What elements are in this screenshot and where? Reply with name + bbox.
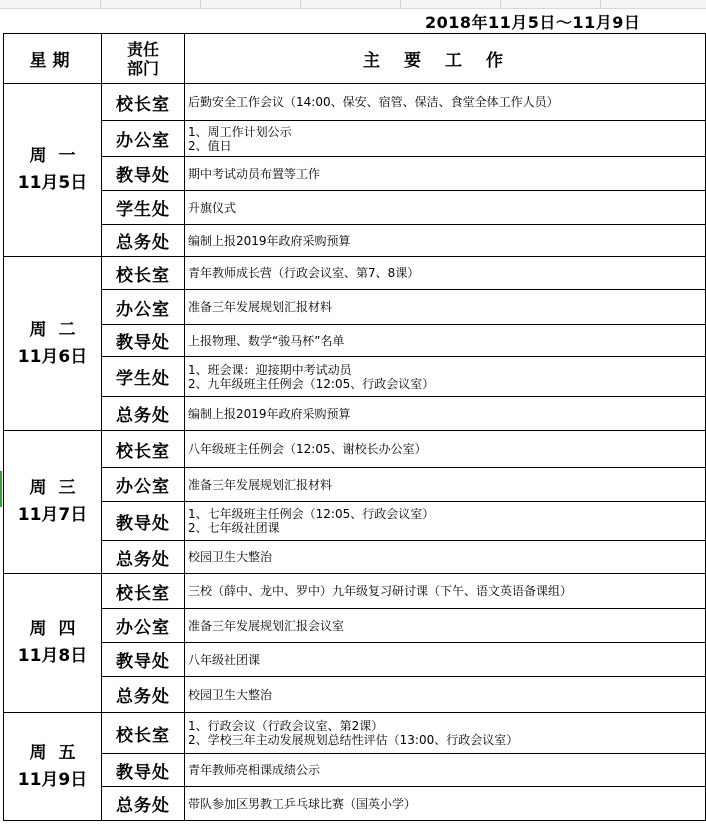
work-item-cell — [185, 84, 706, 121]
work-item-cell — [185, 157, 706, 191]
work-item-line: 2、值日 — [188, 138, 232, 153]
spreadsheet-column-header-strip — [0, 0, 706, 9]
table-row — [4, 574, 706, 609]
work-item-line: 三校（薛中、龙中、罗中）九年级复习研讨课（下午、语文英语备课组） — [188, 584, 573, 598]
work-item-cell — [185, 225, 706, 257]
department-cell: 办公室 — [102, 609, 185, 643]
work-item-line: 2、学校三年主动发展规划总结性评估（13:00、行政会议室） — [188, 733, 519, 747]
table-row — [4, 677, 706, 713]
weekday-date: 11月9日 — [17, 769, 88, 790]
schedule-body — [4, 84, 706, 821]
weekday-cell — [4, 431, 102, 574]
table-row — [4, 325, 706, 357]
work-item-line: 1、班会课：迎接期中考试动员 — [188, 362, 352, 377]
department-cell: 学生处 — [102, 357, 185, 397]
work-item-cell — [185, 643, 706, 677]
weekday-date: 11月7日 — [17, 505, 88, 525]
work-item-cell — [185, 121, 706, 157]
work-item-cell — [185, 431, 706, 468]
header-department-line1: 责任 — [126, 39, 159, 59]
department-cell: 教导处 — [102, 643, 185, 677]
weekday-label: 周二 — [29, 319, 88, 340]
department-cell: 校长室 — [102, 257, 185, 290]
selected-row-marker — [0, 471, 2, 507]
weekday-cell — [4, 257, 102, 431]
weekday-label: 周三 — [29, 478, 88, 498]
header-weekday: 星期 — [4, 34, 102, 84]
department-cell: 校长室 — [102, 431, 185, 468]
header-main-work: 主要工作 — [185, 34, 706, 84]
header-department-line2: 部门 — [126, 58, 159, 78]
work-item-line: 上报物理、数学“骏马杯”名单 — [188, 333, 345, 348]
table-row — [4, 290, 706, 325]
department-cell: 教导处 — [102, 502, 185, 541]
work-item-line: 八年级班主任例会（12:05、谢校长办公室） — [188, 442, 427, 456]
weekday-date: 11月6日 — [17, 346, 88, 367]
work-item-cell — [185, 754, 706, 787]
work-item-cell — [185, 191, 706, 225]
weekday-date: 11月8日 — [17, 646, 88, 666]
weekday-cell — [4, 574, 102, 713]
table-row — [4, 713, 706, 754]
work-item-line: 后勤安全工作会议（14:00、保安、宿管、保洁、食堂全体工作人员） — [188, 95, 559, 109]
work-item-cell — [185, 397, 706, 431]
department-cell: 教导处 — [102, 754, 185, 787]
work-item-line: 准备三年发展规划汇报会议室 — [188, 618, 345, 633]
table-row — [4, 431, 706, 468]
table-row — [4, 225, 706, 257]
work-item-cell — [185, 713, 706, 754]
work-item-line: 青年教师成长营（行政会议室、第7、8课） — [188, 266, 420, 280]
department-cell: 办公室 — [102, 121, 185, 157]
work-item-cell — [185, 541, 706, 574]
department-cell: 总务处 — [102, 397, 185, 431]
table-row — [4, 121, 706, 157]
date-range-title: 2018年11月5日～11月9日 — [425, 13, 641, 32]
weekday-cell — [4, 84, 102, 257]
work-item-cell — [185, 609, 706, 643]
department-cell: 总务处 — [102, 541, 185, 574]
table-row — [4, 502, 706, 541]
table-row — [4, 541, 706, 574]
table-row — [4, 787, 706, 821]
work-item-cell — [185, 290, 706, 325]
work-item-line: 2、七年级社团课 — [188, 521, 280, 535]
table-row — [4, 84, 706, 121]
work-item-cell — [185, 357, 706, 397]
work-item-line: 2、九年级班主任例会（12:05、行政会议室） — [188, 376, 435, 391]
work-item-cell — [185, 574, 706, 609]
work-item-cell — [185, 502, 706, 541]
weekly-schedule-table — [3, 33, 706, 821]
work-item-cell — [185, 468, 706, 502]
work-item-line: 1、七年级班主任例会（12:05、行政会议室） — [188, 507, 435, 521]
department-cell: 总务处 — [102, 225, 185, 257]
weekday-label: 周五 — [29, 742, 88, 763]
weekday-label: 周一 — [29, 146, 88, 166]
department-cell: 总务处 — [102, 787, 185, 821]
work-item-line: 编制上报2019年政府采购预算 — [188, 233, 351, 248]
table-row — [4, 754, 706, 787]
work-item-line: 带队参加区男教工乒乓球比赛（国英小学） — [188, 796, 417, 811]
department-cell: 总务处 — [102, 677, 185, 713]
work-item-line: 期中考试动员布置等工作 — [188, 166, 321, 181]
work-item-line: 编制上报2019年政府采购预算 — [188, 406, 351, 421]
work-item-line: 校园卫生大整治 — [188, 550, 273, 564]
department-cell: 教导处 — [102, 325, 185, 357]
work-item-line: 准备三年发展规划汇报材料 — [188, 477, 333, 492]
work-item-line: 1、周工作计划公示 — [188, 124, 292, 139]
work-item-cell — [185, 677, 706, 713]
work-item-line: 升旗仪式 — [188, 200, 237, 215]
work-item-cell — [185, 257, 706, 290]
work-item-cell — [185, 325, 706, 357]
department-cell: 办公室 — [102, 468, 185, 502]
table-row — [4, 157, 706, 191]
weekday-label: 周四 — [29, 619, 88, 639]
department-cell: 教导处 — [102, 157, 185, 191]
table-header-row — [4, 34, 706, 84]
work-item-line: 准备三年发展规划汇报材料 — [188, 300, 333, 314]
table-row — [4, 609, 706, 643]
work-item-line: 八年级社团课 — [188, 652, 261, 667]
work-item-cell — [185, 787, 706, 821]
table-row — [4, 643, 706, 677]
department-cell: 校长室 — [102, 713, 185, 754]
department-cell: 校长室 — [102, 574, 185, 609]
header-department — [102, 34, 185, 84]
table-row — [4, 397, 706, 431]
table-row — [4, 191, 706, 225]
work-item-line: 1、行政会议（行政会议室、第2课） — [188, 719, 384, 733]
weekday-cell — [4, 713, 102, 821]
table-row — [4, 257, 706, 290]
table-row — [4, 357, 706, 397]
department-cell: 学生处 — [102, 191, 185, 225]
weekday-date: 11月5日 — [17, 173, 88, 193]
department-cell: 校长室 — [102, 84, 185, 121]
table-row — [4, 468, 706, 502]
work-item-line: 校园卫生大整治 — [188, 687, 273, 702]
department-cell: 办公室 — [102, 290, 185, 325]
work-item-line: 青年教师亮相课成绩公示 — [188, 763, 321, 777]
